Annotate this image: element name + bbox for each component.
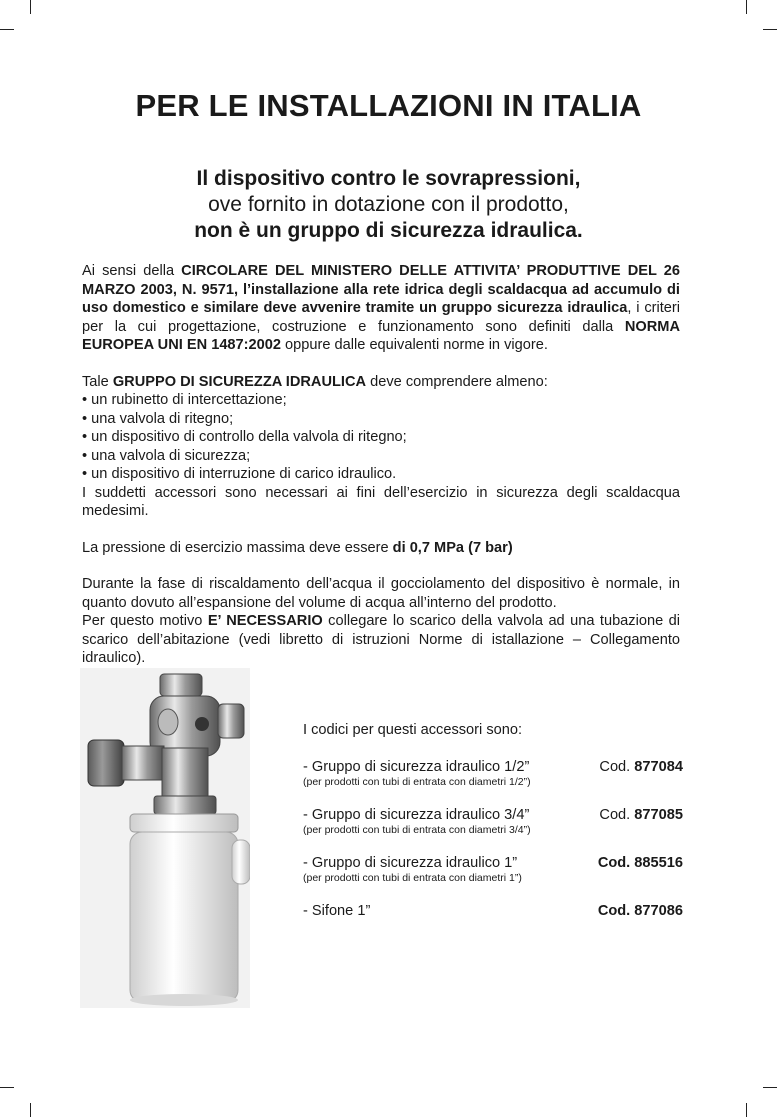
page-title: PER LE INSTALLAZIONI IN ITALIA [135, 88, 642, 123]
list-item: • una valvola di ritegno; [82, 410, 234, 427]
codes-intro: I codici per questi accessori sono: [303, 722, 523, 738]
text: Per questo motivo [82, 613, 208, 629]
paragraph-pressione [82, 539, 680, 558]
bold-text: NORMA EUROPEA UNI EN 1487:2002 [82, 318, 680, 353]
text: , i criteri per la cui progettazione, costruzione e funzionamento sono definiti dalla [82, 300, 680, 335]
paragraph-accessori: I suddetti accessori sono necessari ai fini dell’esercizio in sicurezza degli scaldacqua medesimi. [82, 484, 680, 519]
text: collegare lo scarico della valvola ad una tubazione di scarico dell’abitazione (vedi libretto di istruzioni Norme di istallazione – Collegamento idraulico). [82, 613, 680, 666]
paragraph-gruppo [82, 373, 680, 392]
subtitle-line-3: non è un gruppo di sicurezza idraulica. [194, 219, 583, 242]
crop-mark-bottom-right [746, 1103, 747, 1117]
subtitle-line-2: ove fornito in dotazione con il prodotto, [208, 193, 569, 216]
safety-valve-image [80, 668, 250, 1008]
crop-mark-bottom-left [30, 1103, 31, 1117]
text: deve comprendere almeno: [366, 373, 548, 390]
list-item: • un dispositivo di interruzione di carico idraulico. [82, 466, 397, 482]
code-row [303, 758, 683, 776]
paragraph-circolare [82, 262, 680, 355]
code-item-note: (per prodotti con tubi di entrata con diametri 1/2”) [303, 776, 531, 788]
crop-mark-top-right [746, 0, 747, 14]
subtitle-line-1: Il dispositivo contro le sovrapressioni, [196, 167, 581, 190]
code-number: 885516 [634, 855, 683, 871]
code-item-code [599, 806, 683, 824]
list-item: • un dispositivo di controllo della valvola di ritegno; [82, 429, 407, 445]
code-prefix: Cod. [597, 903, 635, 919]
paragraph-scarico [82, 612, 680, 668]
code-item-code [598, 854, 683, 872]
crop-mark-bottom-right-h [763, 1087, 777, 1088]
code-number: 877084 [634, 759, 683, 775]
text: Tale [82, 373, 113, 390]
code-number: 877086 [634, 903, 683, 919]
code-row [303, 806, 683, 824]
crop-mark-top-right-h [763, 29, 777, 30]
code-prefix: Cod. [599, 807, 635, 823]
code-item-code [598, 902, 683, 920]
bold-text: GRUPPO DI SICUREZZA IDRAULICA [112, 373, 367, 390]
text: Ai sensi della [82, 263, 182, 279]
paragraph-gocciolamento: Durante la fase di riscaldamento dell’acqua il gocciolamento del dispositivo è normale, in quanto dovuto all’espansione del volume di acqua all’interno del prodotto. [82, 576, 680, 611]
subtitle [0, 166, 777, 244]
code-row [303, 902, 683, 920]
crop-mark-bottom-left-h [0, 1087, 14, 1088]
code-item-name: - Gruppo di sicurezza idraulico 1” [303, 855, 518, 871]
bold-text: E’ NECESSARIO [207, 613, 323, 629]
codes-section [303, 722, 683, 920]
code-prefix: Cod. [597, 855, 635, 871]
code-row [303, 854, 683, 872]
crop-mark-top-left-h [0, 29, 14, 30]
list-item: • una valvola di sicurezza; [82, 447, 251, 464]
body-text [82, 262, 680, 668]
code-prefix: Cod. [599, 759, 635, 775]
code-item-name: - Gruppo di sicurezza idraulico 3/4” [303, 807, 530, 823]
text: La pressione di esercizio massima deve essere [82, 539, 393, 556]
bold-text: di 0,7 MPa (7 bar) [392, 539, 513, 556]
code-number: 877085 [634, 807, 683, 823]
list-item: • un rubinetto di intercettazione; [82, 392, 287, 408]
code-item-note: (per prodotti con tubi di entrata con diametri 1”) [303, 872, 522, 884]
code-item-name: - Gruppo di sicurezza idraulico 1/2” [303, 759, 530, 775]
code-item-name: - Sifone 1” [303, 903, 371, 919]
code-item-code [599, 758, 683, 776]
code-item-note: (per prodotti con tubi di entrata con diametri 3/4”) [303, 824, 531, 836]
bold-text: CIRCOLARE DEL MINISTERO DELLE ATTIVITA’ PRODUTTIVE DEL 26 MARZO 2003, N. 9571, l’installazione alla rete idrica degli scaldacqua ad accumulo di uso domestico e similare deve avvenire tramite un gruppo sicurezza idraulica [82, 263, 680, 316]
text: oppure dalle equivalenti norme in vigore. [281, 337, 548, 353]
crop-mark-top-left [30, 0, 31, 14]
